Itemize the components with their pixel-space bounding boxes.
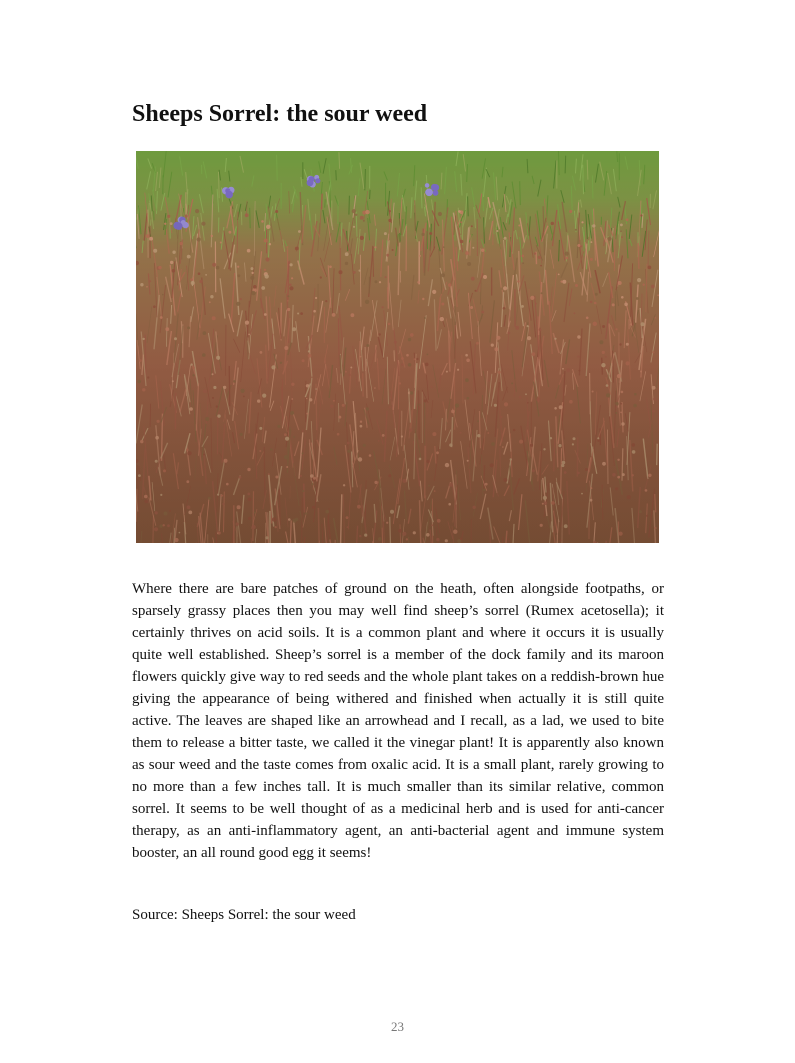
page-title: Sheeps Sorrel: the sour weed — [132, 101, 428, 127]
sorrel-field-image — [136, 151, 659, 543]
sorrel-field-photo — [136, 151, 659, 543]
page-number: 23 — [391, 1019, 404, 1034]
article-body: Where there are bare patches of ground on the heath, often alongside footpaths, or sparsely grassy places then you may well find sheep’s sorrel (Rumex acetosella); it certainly thrives on acid soils. It is a common plant and where it occurs it is usually quite well established. Sheep’s sorrel is a member of the dock family and its maroon flowers quickly give way to red seeds and the whole plant takes on a reddish-brown hue giving the appearance of being withered and finished when actually it is still quite active. The leaves are shaped like an arrowhead and I recall, as a lad, we used to bite them to release a bitter taste, we called it the vinegar plant! It is apparently also known as sour weed and the taste comes from oxalic acid. It is a small plant, rarely growing to no more than a few inches tall. It is much smaller than its similar relative, common sorrel. It seems to be well thought of as a medicinal herb and is used for anti-cancer therapy, as an anti-inflammatory agent, an anti-bacterial agent and immune system booster, an all round good egg it seems! — [132, 581, 664, 861]
source-citation: Source: Sheeps Sorrel: the sour weed — [132, 907, 356, 923]
